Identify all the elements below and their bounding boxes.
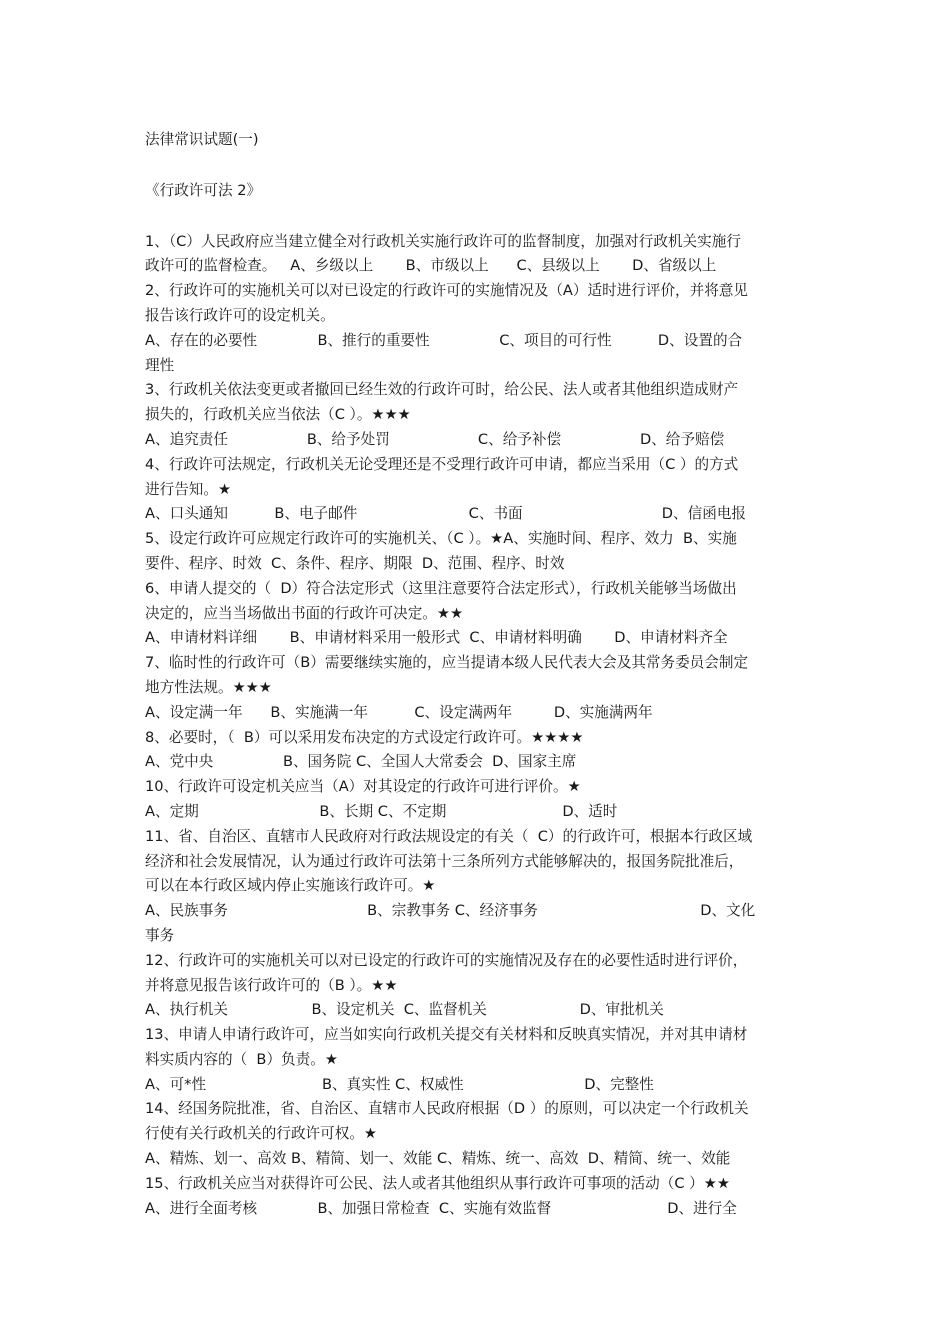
text-line: 7、临时性的行政许可（B）需要继续实施的，应当提请本级人民代表大会及其常务委员会制定 [145, 654, 749, 672]
text-line: 10、行政许可设定机关应当（A）对其设定的行政许可进行评价。★ [145, 778, 581, 796]
text-line: 地方性法规。★★★ [145, 678, 272, 696]
text-line: 政许可的监督检查。 A、乡级以上 B、市级以上 C、县级以上 D、省级以上 [145, 257, 717, 275]
text-line: A、设定满一年 B、实施满一年 C、设定满两年 D、实施满两年 [145, 703, 653, 721]
text-line: 进行告知。★ [145, 480, 232, 498]
text-line: 并将意见报告该行政许可的（B ）。★★ [145, 976, 398, 994]
text-line: 13、申请人申请行政许可，应当如实向行政机关提交有关材料和反映真实情况，并对其申请材 [145, 1026, 748, 1044]
text-line: 12、行政许可的实施机关可以对已设定的行政许可的实施情况及存在的必要性适时进行评价， [145, 951, 748, 969]
text-line: A、可*性 B、真实性 C、权威性 D、完整性 [145, 1075, 654, 1093]
text-line: 8、必要时，（ B）可以采用发布决定的方式设定行政许可。★★★★ [145, 728, 584, 746]
text-line: 3、行政机关依法变更或者撤回已经生效的行政许可时，给公民、法人或者其他组织造成财产 [145, 381, 739, 399]
text-line: 决定的，应当当场做出书面的行政许可决定。★★ [145, 604, 464, 622]
text-line: 6、申请人提交的（ D）符合法定形式（这里注意要符合法定形式），行政机关能够当场做出 [145, 579, 737, 597]
text-line: 理性 [145, 356, 175, 374]
text-line: 经济和社会发展情况，认为通过行政许可法第十三条所列方式能够解决的，报国务院批准后， [145, 852, 744, 870]
text-line: 可以在本行政区域内停止实施该行政许可。★ [145, 877, 436, 895]
text-line: A、精炼、划一、高效 B、精简、划一、效能 C、精炼、统一、高效 D、精简、统一、效能 [145, 1150, 731, 1168]
text-line: 损失的，行政机关应当依法（C ）。★★★ [145, 406, 411, 424]
text-line: A、执行机关 B、设定机关 C、监督机关 D、审批机关 [145, 1001, 664, 1019]
text-line: A、申请材料详细 B、申请材料采用一般形式 C、申请材料明确 D、申请材料齐全 [145, 629, 728, 647]
text-line: 11、省、自治区、直辖市人民政府对行政法规设定的有关（ C）的行政许可，根据本行政区域 [145, 827, 753, 845]
text-line: A、口头通知 B、电子邮件 C、书面 D、信函电报 [145, 505, 747, 523]
document-subtitle: 《行政许可法 2》 [145, 181, 262, 199]
text-line: A、定期 B、长期 C、不定期 D、适时 [145, 802, 618, 820]
text-line: 4、行政许可法规定，行政机关无论受理还是不受理行政许可申请，都应当采用（C ）的方式 [145, 455, 739, 473]
text-line: 1、（C）人民政府应当建立健全对行政机关实施行政许可的监督制度，加强对行政机关实施行 [145, 232, 741, 250]
text-line: A、民族事务 B、宗教事务 C、经济事务 D、文化 [145, 902, 756, 920]
text-line: 要件、程序、时效 C、条件、程序、期限 D、范围、程序、时效 [145, 554, 565, 572]
text-line: 2、行政许可的实施机关可以对已设定的行政许可的实施情况及（A）适时进行评价，并将意见 [145, 282, 749, 300]
document-body [145, 128, 810, 1221]
text-line: A、存在的必要性 B、推行的重要性 C、项目的可行性 D、设置的合 [145, 331, 743, 349]
question-list [145, 230, 810, 1222]
document-title: 法律常识试题(一) [145, 131, 259, 148]
text-line: 行使有关行政机关的行政许可权。★ [145, 1125, 377, 1143]
text-line: A、进行全面考核 B、加强日常检查 C、实施有效监督 D、进行全 [145, 1199, 737, 1217]
text-line: 料实质内容的（ B）负责。★ [145, 1050, 338, 1068]
text-line: 事务 [145, 926, 175, 944]
text-line: 15、行政机关应当对获得许可公民、法人或者其他组织从事行政许可事项的活动（C ）★★ [145, 1174, 730, 1192]
text-line: 报告该行政许可的设定机关。 [145, 306, 335, 324]
text-line: A、党中央 B、国务院 C、全国人大常委会 D、国家主席 [145, 753, 577, 771]
text-line: A、追究责任 B、给予处罚 C、给予补偿 D、给予赔偿 [145, 430, 725, 448]
text-line: 5、设定行政许可应规定行政许可的实施机关、（C ）。★A、实施时间、程序、效力 B、实施 [145, 530, 737, 548]
text-line: 14、经国务院批准，省、自治区、直辖市人民政府根据（D ）的原则，可以决定一个行政机关 [145, 1100, 749, 1118]
